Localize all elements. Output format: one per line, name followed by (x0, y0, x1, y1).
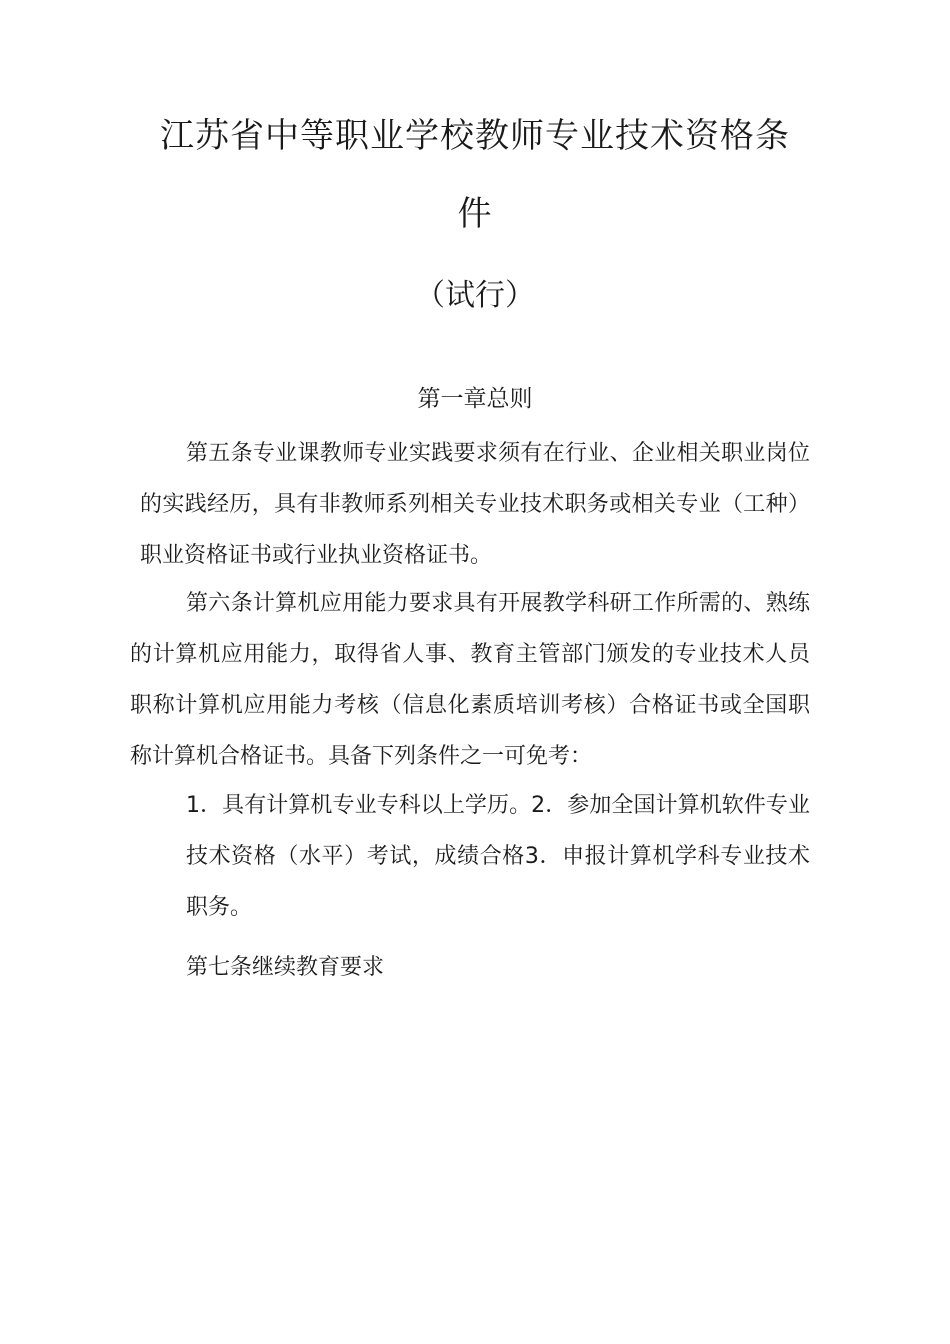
document-title-line-1: 江苏省中等职业学校教师专业技术资格条 (160, 116, 790, 156)
article-7-paragraph: 第七条继续教育要求 (186, 955, 385, 980)
document-title-line-2: 件 (457, 194, 493, 234)
exemption-list: 1．具有计算机专业专科以上学历。2．参加全国计算机软件专业技术资格（水平）考试，成绩合格3．申报计算机学科专业技术职务。 (186, 793, 810, 920)
article-5-paragraph: 第五条专业课教师专业实践要求须有在行业、企业相关职业岗位的实践经历，具有非教师系列相关专业技术职务或相关专业（工种）职业资格证书或行业执业资格证书。 (140, 441, 810, 568)
document-subtitle: （试行） (415, 278, 535, 313)
article-6-paragraph: 第六条计算机应用能力要求具有开展教学科研工作所需的、熟练的计算机应用能力，取得省人事、教育主管部门颁发的专业技术人员职称计算机应用能力考核（信息化素质培训考核）合格证书或全国职称计算机合格证书。具备下列条件之一可免考： (130, 591, 810, 769)
chapter-heading: 第一章总则 (417, 386, 533, 412)
